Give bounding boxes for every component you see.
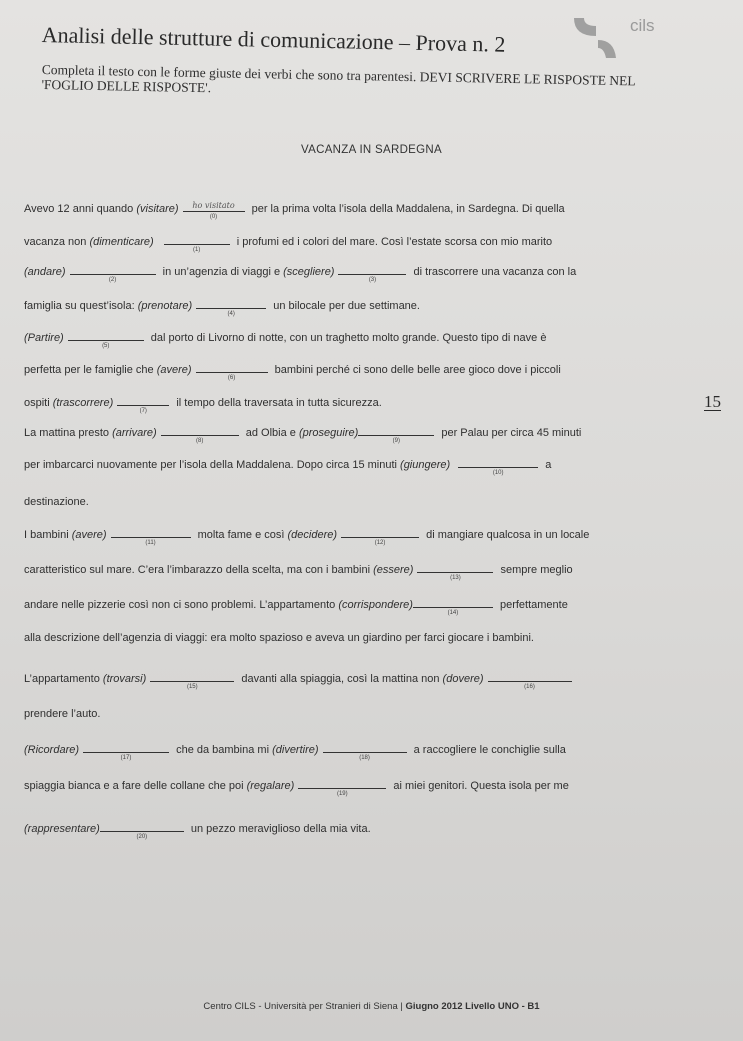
verb-hint: (giungere) — [400, 459, 451, 471]
line-text: a raccogliere le conchiglie sulla — [413, 744, 566, 756]
text-line — [24, 632, 534, 644]
verb-hint: (rappresentare) — [24, 823, 100, 835]
line-text: spiaggia bianca e a fare delle collane che poi — [24, 780, 244, 792]
text-line — [24, 496, 89, 508]
answer-blank[interactable] — [488, 671, 572, 690]
line-text: per imbarcarci nuovamente per l’isola della Maddalena. Dopo circa 15 minuti — [24, 459, 397, 471]
verb-hint: (proseguire) — [298, 427, 359, 439]
footer — [0, 1001, 743, 1012]
answer-blank[interactable] — [70, 264, 156, 283]
verb-hint: (trascorrere) — [52, 397, 114, 409]
blank-number: (20) — [136, 834, 148, 840]
line-text: a — [545, 459, 552, 471]
text-line — [24, 298, 420, 317]
verb-hint: (Partire) — [24, 332, 64, 344]
answer-blank[interactable] — [458, 457, 538, 476]
page-title: Analisi delle strutture di comunicazione – Prova n. 2 — [41, 22, 506, 57]
line-text: dal porto di Livorno di notte, con un traghetto molto grande. Questo tipo di nave è — [150, 332, 547, 344]
answer-blank[interactable] — [196, 362, 268, 381]
blank-number: (18) — [359, 755, 370, 761]
blank-number: (15) — [186, 684, 198, 690]
verb-hint: (regalare) — [246, 780, 295, 792]
answer-blank[interactable] — [68, 330, 144, 349]
blank-number: (12) — [374, 540, 386, 546]
line-text: ospiti — [24, 397, 50, 409]
answer-blank[interactable] — [161, 425, 239, 444]
line-text: sempre meglio — [500, 564, 573, 576]
line-text: I bambini — [24, 529, 69, 541]
text-line — [24, 425, 582, 444]
answer-blank[interactable] — [298, 778, 386, 797]
line-text: di mangiare qualcosa in un locale — [426, 529, 590, 541]
line-text: il tempo della traversata in tutta sicurezza. — [176, 397, 382, 409]
handwritten-answer: ho visitato — [192, 201, 235, 210]
line-text: ai miei genitori. Questa isola per me — [393, 780, 569, 792]
verb-hint: (prenotare) — [137, 300, 193, 312]
line-text: famiglia su quest’isola: — [24, 300, 135, 312]
verb-hint: (corrispondere) — [338, 599, 413, 611]
answer-blank[interactable] — [323, 742, 407, 761]
blank-number: (0) — [209, 214, 218, 220]
line-text: andare nelle pizzerie così non ci sono problemi. L’appartamento — [24, 599, 336, 611]
line-text: ad Olbia e — [245, 427, 296, 439]
text-line — [24, 264, 577, 283]
line-text: La mattina presto — [24, 427, 109, 439]
line-text: prendere l’auto. — [24, 708, 101, 720]
blank-number: (10) — [492, 470, 504, 476]
blank-number: (14) — [447, 610, 459, 616]
answer-blank[interactable] — [338, 264, 406, 283]
line-text: perfettamente — [499, 599, 568, 611]
text-line — [24, 201, 565, 220]
line-text: L’appartamento — [24, 673, 100, 685]
verb-hint: (visitare) — [136, 203, 179, 215]
blank-number: (19) — [336, 791, 348, 797]
verb-hint: (scegliere) — [283, 266, 335, 278]
line-text: vacanza non — [24, 236, 87, 248]
verb-hint: (essere) — [373, 564, 414, 576]
footer-institution: Centro CILS - Università per Stranieri di Siena | — [203, 1001, 403, 1012]
line-text: in un’agenzia di viaggi e — [162, 266, 281, 278]
text-line — [24, 708, 100, 720]
blank-number: (17) — [120, 755, 132, 761]
blank-number: (4) — [227, 311, 235, 317]
line-text: davanti alla spiaggia, così la mattina non — [241, 673, 440, 685]
verb-hint: (Ricordare) — [24, 744, 80, 756]
blank-number: (1) — [192, 247, 201, 253]
answer-blank[interactable] — [413, 597, 493, 616]
instructions: Completa il testo con le forme giuste dei verbi che sono tra parentesi. DEVI SCRIVERE LE RISPOSTE NEL 'FOGLIO DELLE RISPOSTE'. — [41, 62, 636, 96]
blank-number: (11) — [145, 540, 156, 546]
blank-number: (13) — [450, 575, 461, 581]
line-text: un pezzo meraviglioso della mia vita. — [190, 823, 371, 835]
verb-hint: (decidere) — [287, 529, 338, 541]
answer-blank[interactable] — [417, 562, 493, 581]
logo-text: cils — [630, 16, 655, 35]
answer-blank[interactable] — [100, 821, 184, 840]
answer-blank[interactable] — [183, 201, 245, 220]
answer-blank[interactable] — [150, 671, 234, 690]
text-line — [24, 562, 573, 581]
blank-number: (5) — [102, 343, 110, 349]
line-text: perfetta per le famiglie che — [24, 364, 154, 376]
blank-number: (6) — [227, 375, 236, 381]
verb-hint: (arrivare) — [112, 427, 157, 439]
line-text: caratteristico sul mare. C’era l’imbarazzo della scelta, ma con i bambini — [24, 564, 371, 576]
footer-session: Giugno 2012 Livello UNO - B1 — [405, 1001, 540, 1012]
text-line — [24, 395, 382, 414]
verb-hint: (trovarsi) — [102, 673, 147, 685]
verb-hint: (andare) — [24, 266, 66, 278]
verb-hint: (dovere) — [442, 673, 484, 685]
line-text: per la prima volta l’isola della Maddalena, in Sardegna. Di quella — [251, 203, 565, 215]
line-text: di trascorrere una vacanza con la — [413, 266, 577, 278]
text-line — [24, 362, 561, 381]
blank-number: (9) — [392, 438, 400, 444]
answer-blank[interactable] — [164, 234, 230, 253]
verb-hint: (divertire) — [272, 744, 319, 756]
text-line — [24, 330, 547, 349]
answer-blank[interactable] — [358, 425, 434, 444]
text-line — [24, 597, 568, 616]
blank-number: (7) — [139, 408, 147, 414]
blank-number: (8) — [196, 438, 204, 444]
text-line — [24, 457, 552, 476]
line-text: destinazione. — [24, 496, 89, 508]
text-line — [24, 742, 566, 761]
text-line — [24, 821, 371, 840]
text-line — [24, 234, 553, 253]
line-text: alla descrizione dell’agenzia di viaggi: era molto spazioso e aveva un giardino per farci giocare i bambini. — [24, 632, 534, 644]
answer-blank[interactable] — [196, 298, 266, 317]
verb-hint: (dimenticare) — [89, 236, 154, 248]
answer-blank[interactable] — [83, 742, 169, 761]
blank-number: (16) — [524, 684, 535, 690]
verb-hint: (avere) — [71, 529, 107, 541]
line-text: per Palau per circa 45 minuti — [441, 427, 582, 439]
line-text: i profumi ed i colori del mare. Così l’estate scorsa con mio marito — [236, 236, 553, 248]
score-mark: 15 — [704, 392, 721, 411]
line-text: che da bambina mi — [176, 744, 270, 756]
text-line — [24, 778, 569, 797]
answer-blank[interactable] — [341, 527, 419, 546]
line-text: bambini perché ci sono delle belle aree gioco dove i piccoli — [274, 364, 561, 376]
line-text: un bilocale per due settimane. — [273, 300, 420, 312]
blank-number: (2) — [108, 277, 117, 283]
verb-hint: (avere) — [156, 364, 192, 376]
text-line — [24, 527, 590, 546]
blank-number: (3) — [368, 277, 377, 283]
answer-blank[interactable] — [111, 527, 191, 546]
text-line — [24, 671, 576, 690]
line-text: Avevo 12 anni quando — [24, 203, 134, 215]
line-text: molta fame e così — [197, 529, 285, 541]
answer-blank[interactable] — [117, 395, 169, 414]
text-heading: VACANZA IN SARDEGNA — [301, 144, 442, 156]
